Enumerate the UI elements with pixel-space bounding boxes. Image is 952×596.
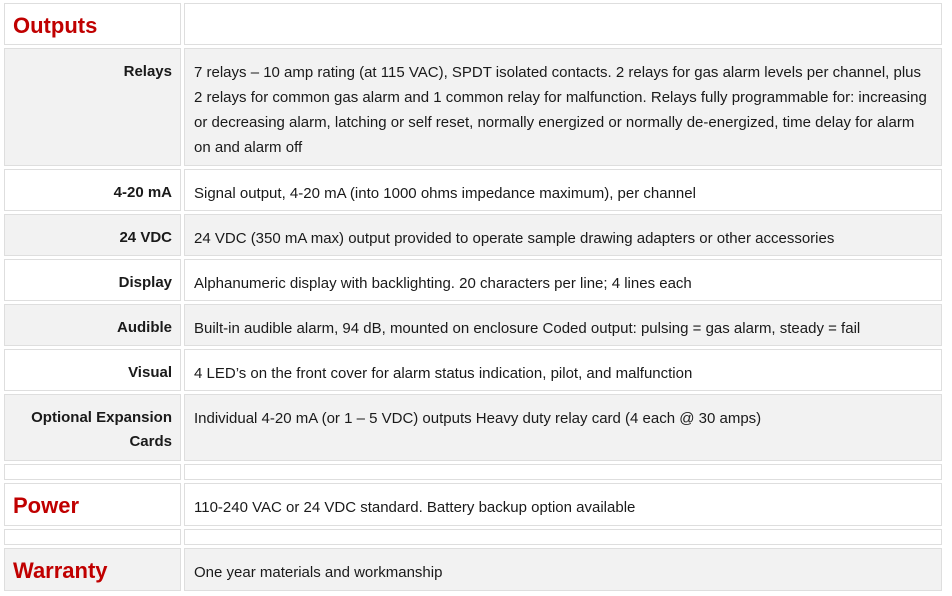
outputs-heading: Outputs: [4, 3, 181, 45]
outputs-header-row: [4, 3, 942, 45]
spec-label: Audible: [4, 304, 181, 346]
spacer-cell: [4, 464, 181, 480]
spec-row-visual: [4, 349, 942, 391]
spacer-cell: [184, 464, 942, 480]
spec-value: 4 LED’s on the front cover for alarm status indication, pilot, and malfunction: [184, 349, 942, 391]
spec-value: 24 VDC (350 mA max) output provided to operate sample drawing adapters or other accessories: [184, 214, 942, 256]
outputs-header-empty-cell: [184, 3, 942, 45]
spec-row-relays: [4, 48, 942, 166]
spec-value: Built-in audible alarm, 94 dB, mounted on enclosure Coded output: pulsing = gas alarm, steady = fail: [184, 304, 942, 346]
spec-row-audible: [4, 304, 942, 346]
power-row: [4, 483, 942, 526]
spec-value: Signal output, 4-20 mA (into 1000 ohms impedance maximum), per channel: [184, 169, 942, 211]
spec-row-optional-expansion-cards: [4, 394, 942, 461]
spacer-cell: [4, 529, 181, 545]
warranty-heading: Warranty: [4, 548, 181, 591]
spec-table: [4, 3, 942, 594]
spec-label: Visual: [4, 349, 181, 391]
power-value: 110-240 VAC or 24 VDC standard. Battery backup option available: [184, 483, 942, 526]
spec-label: 24 VDC: [4, 214, 181, 256]
spec-label: Optional Expansion Cards: [4, 394, 181, 461]
spec-label: 4-20 mA: [4, 169, 181, 211]
spacer-row: [4, 529, 942, 545]
spacer-row: [4, 464, 942, 480]
power-heading: Power: [4, 483, 181, 526]
spec-row-display: [4, 259, 942, 301]
spec-value: 7 relays – 10 amp rating (at 115 VAC), SPDT isolated contacts. 2 relays for gas alarm levels per channel, plus 2 relays for common gas alarm and 1 common relay for malfunction. Relays fully programmable for: increasing or decreasing alarm, latching or self reset, normally energized or normally de-energized, time delay for alarm on and alarm off: [184, 48, 942, 166]
warranty-row: [4, 548, 942, 591]
spec-value: Individual 4-20 mA (or 1 – 5 VDC) outputs Heavy duty relay card (4 each @ 30 amps): [184, 394, 942, 461]
spec-label: Relays: [4, 48, 181, 166]
spec-value: Alphanumeric display with backlighting. 20 characters per line; 4 lines each: [184, 259, 942, 301]
warranty-value: One year materials and workmanship: [184, 548, 942, 591]
spec-row-4-20ma: [4, 169, 942, 211]
spacer-cell: [184, 529, 942, 545]
spec-label: Display: [4, 259, 181, 301]
spec-row-24vdc: [4, 214, 942, 256]
